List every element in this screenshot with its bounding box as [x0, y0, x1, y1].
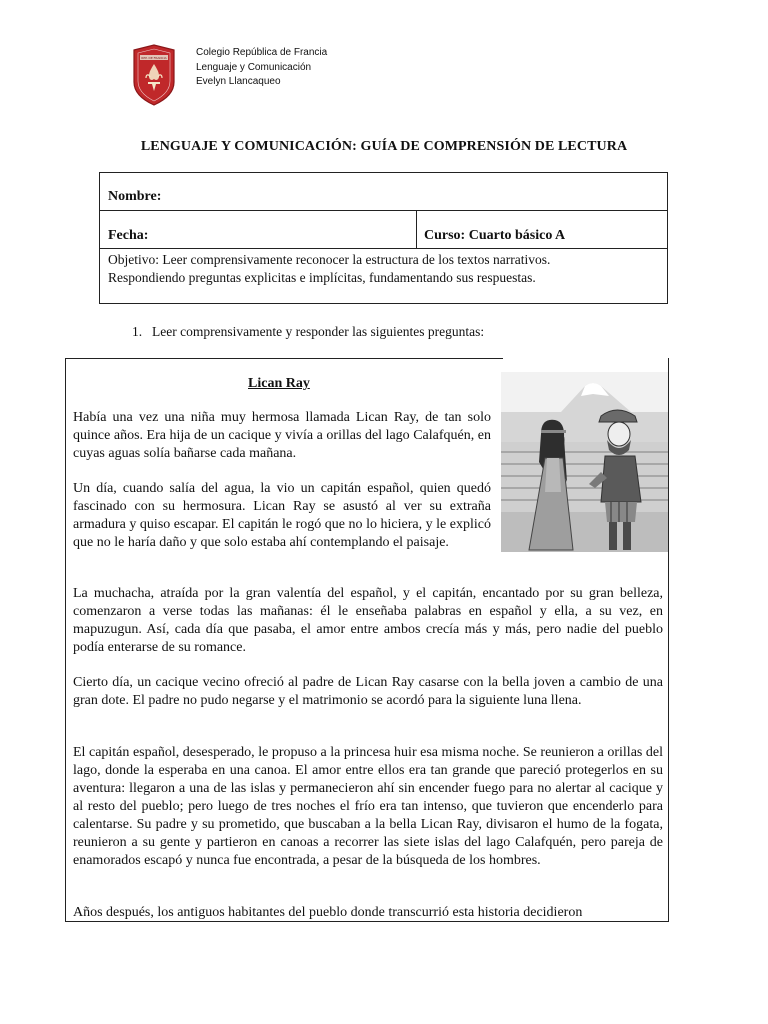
school-name: Colegio República de Francia: [196, 47, 328, 58]
story-title: Lican Ray: [248, 376, 310, 391]
fecha-row: [100, 211, 667, 249]
reading-text-box: [65, 358, 669, 922]
story-paragraph: La muchacha, atraída por la gran valentía del español, y el capitán, encantado por su gran belleza, comenzaron a verse todas las mañanas: él le enseñaba palabras en español y ella, a su vez, en mapuzugun. Así, cada día que pasaba, el amor entre ambos crecía más y más, pero nadie del pueblo podía enterarse de su romance.: [73, 586, 663, 655]
story-paragraph: Había una vez una niña muy hermosa llamada Lican Ray, de tan solo quince años. Era hija de un cacique y vivía a orillas del lago Calafquén, en cuyas aguas solía bañarse cada mañana.: [73, 410, 491, 461]
school-crest-logo: [130, 44, 178, 106]
nombre-row[interactable]: [100, 173, 667, 211]
instruction-item: [132, 324, 484, 340]
story-paragraph: Un día, cuando salía del agua, la vio un capitán español, quien quedó fascinado con su hermosura. Lican Ray se asustó al ver su extraña armadura y quiso escapar. El capitán le rogó que no lo hiciera, y le explicó que no le haría daño y que solo estaba ahí contemplando el paisaje.: [73, 481, 491, 550]
table-divider: [416, 211, 417, 248]
story-paragraph: Años después, los antiguos habitantes del pueblo donde transcurrió esta historia decidieron: [73, 905, 583, 920]
teacher-name: Evelyn Llancaqueo: [196, 76, 281, 87]
objetivo-line-1: Objetivo: Leer comprensivamente reconocer la estructura de los textos narrativos.: [108, 252, 551, 267]
lican-ray-captain-illustration: [501, 372, 669, 552]
objetivo-line-2: Respondiendo preguntas explicitas e implícitas, fundamentando sus respuestas.: [108, 270, 536, 285]
curso-label: Curso: Cuarto básico A: [424, 228, 566, 243]
student-info-table: [99, 172, 668, 304]
story-paragraph: El capitán español, desesperado, le propuso a la princesa huir esa misma noche. Se reunieron a orillas del lago, donde la esperaba en una canoa. El amor entre ellos era tan grande que pareció protegerlos en su aventura: llegaron a una de las islas y permanecieron ahí sin encender fuego para no alertar al cacique y al resto del pueblo; pero luego de tres noches el frío era tan intenso, que tuvieron que encenderlo para calentarse. Su padre y su prometido, que buscaban a la bella Lican Ray, divisaron el humo de la fogata, reunieron a su gente y partieron en canoas a recorrer las siete islas del lago Calafquén, pero pareja de enamorados escapó y nunca fue encontrada, a pesar de la búsqueda de los hombres.: [73, 745, 663, 868]
fecha-label: Fecha:: [108, 228, 149, 243]
story-paragraph: Cierto día, un cacique vecino ofreció al padre de Lican Ray casarse con la bella joven a cambio de una gran dote. El padre no pudo negarse y el matrimonio se acordó para la siguiente luna llena.: [73, 675, 663, 708]
svg-text:REP. DE FRANCIA: REP. DE FRANCIA: [141, 56, 167, 60]
instruction-text: Leer comprensivamente y responder las siguientes preguntas:: [152, 324, 485, 339]
nombre-label: Nombre:: [108, 189, 162, 204]
school-info: [196, 46, 327, 90]
page-title: LENGUAJE Y COMUNICACIÓN: GUÍA DE COMPRENSIÓN DE LECTURA: [140, 139, 628, 154]
subject-name: Lenguaje y Comunicación: [196, 61, 312, 73]
box-top-border: [66, 358, 503, 359]
instruction-number: 1.: [132, 324, 143, 339]
objetivo-text: [108, 251, 658, 287]
